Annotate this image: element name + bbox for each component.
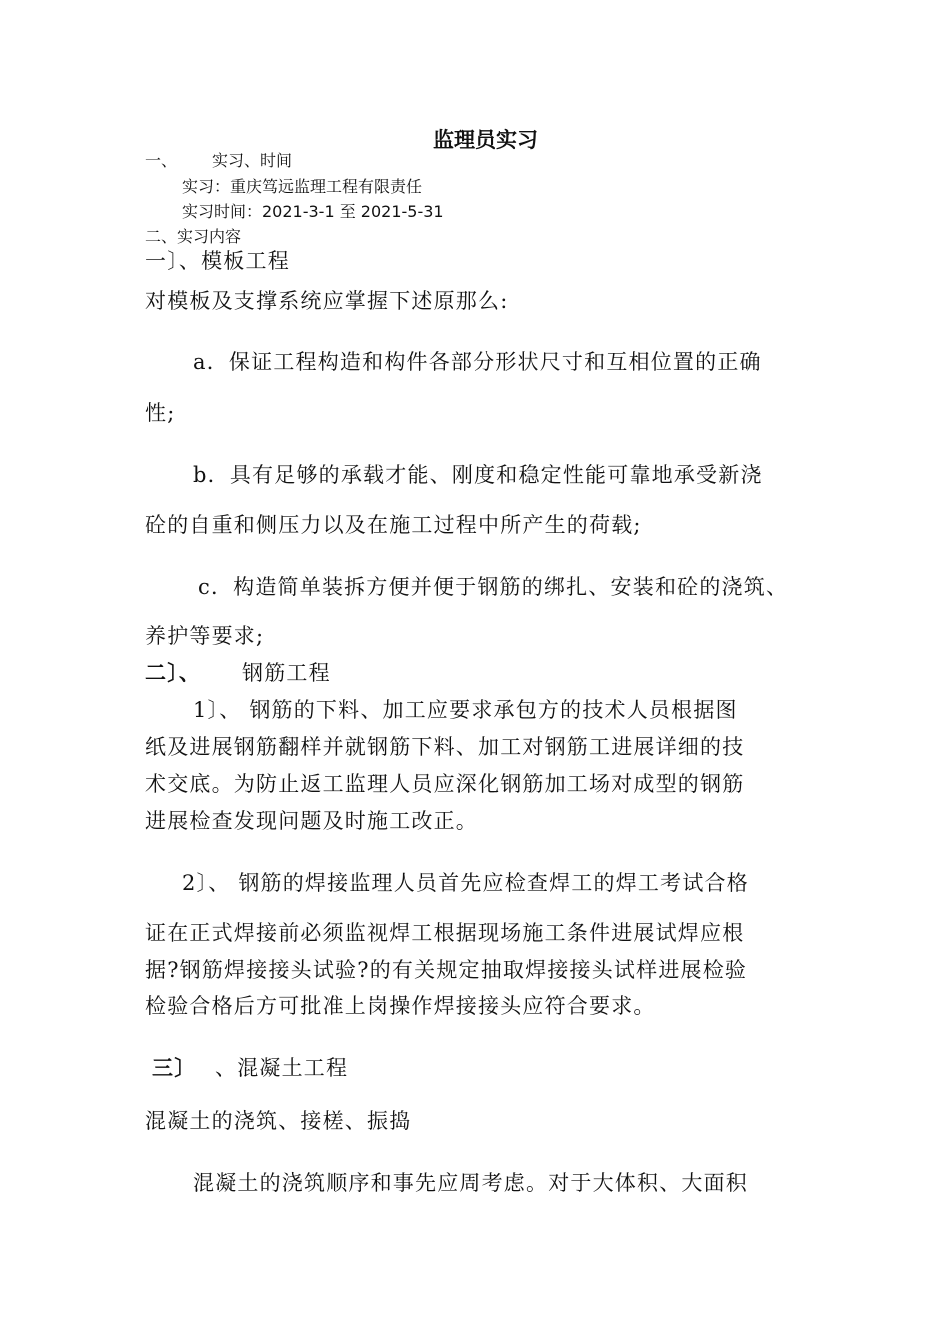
part-2-para-1-line-1: 1〕、 钢筋的下料、加工应要求承包方的技术人员根据图: [193, 698, 738, 722]
part-1-item-a-line-2: 性;: [145, 401, 176, 425]
part-2-heading: 钢筋工程: [242, 661, 331, 685]
internship-company: 实习：重庆笃远监理工程有限责任: [182, 177, 423, 196]
part-1-item-c-line-2: 养护等要求;: [145, 624, 265, 648]
part-2-para-1-line-4: 进展检查发现问题及时施工改正。: [145, 809, 478, 833]
section-2-heading: 二、实习内容: [145, 227, 242, 246]
part-2-number: 二〕、: [145, 660, 202, 685]
part-2-para-2-line-1: 2〕、 钢筋的焊接监理人员首先应检查焊工的焊工考试合格: [182, 871, 749, 895]
internship-period: 实习时间：2021-3-1 至 2021-5-31: [182, 202, 444, 221]
part-1-item-b-line-1: b．具有足够的承载才能、刚度和稳定性能可靠地承受新浇: [193, 463, 763, 487]
part-2-para-2-line-3: 据?钢筋焊接接头试验?的有关规定抽取焊接接头试样进展检验: [145, 958, 748, 982]
part-3-subheading: 混凝土的浇筑、接槎、振捣: [145, 1109, 412, 1133]
part-3-number: 三〕: [152, 1055, 197, 1080]
part-3-para-1-line-1: 混凝土的浇筑顺序和事先应周考虑。对于大体积、大面积: [193, 1171, 748, 1195]
part-1-item-b-line-2: 砼的自重和侧压力以及在施工过程中所产生的荷载;: [145, 513, 642, 537]
part-1-heading: 一〕、模板工程: [145, 249, 290, 273]
document-title: 监理员实习: [433, 128, 538, 152]
part-3-heading: 、混凝土工程: [215, 1056, 349, 1080]
section-1-heading: 实习、时间: [212, 151, 293, 170]
section-1-number: 一、: [145, 151, 178, 170]
part-2-para-1-line-3: 术交底。为防止返工监理人员应深化钢筋加工场对成型的钢筋: [145, 772, 745, 796]
part-1-intro: 对模板及支撑系统应掌握下述原那么:: [145, 289, 509, 313]
part-2-para-1-line-2: 纸及进展钢筋翻样并就钢筋下料、加工对钢筋工进展详细的技: [145, 735, 745, 759]
part-1-item-a-line-1: a．保证工程构造和构件各部分形状尺寸和互相位置的正确: [193, 350, 762, 374]
part-2-para-2-line-4: 检验合格后方可批准上岗操作焊接接头应符合要求。: [145, 994, 656, 1018]
part-2-para-2-line-2: 证在正式焊接前必须监视焊工根据现场施工条件进展试焊应根: [145, 921, 745, 945]
part-1-item-c-line-1: c．构造简单装拆方便并便于钢筋的绑扎、安装和砼的浇筑、: [198, 575, 789, 599]
